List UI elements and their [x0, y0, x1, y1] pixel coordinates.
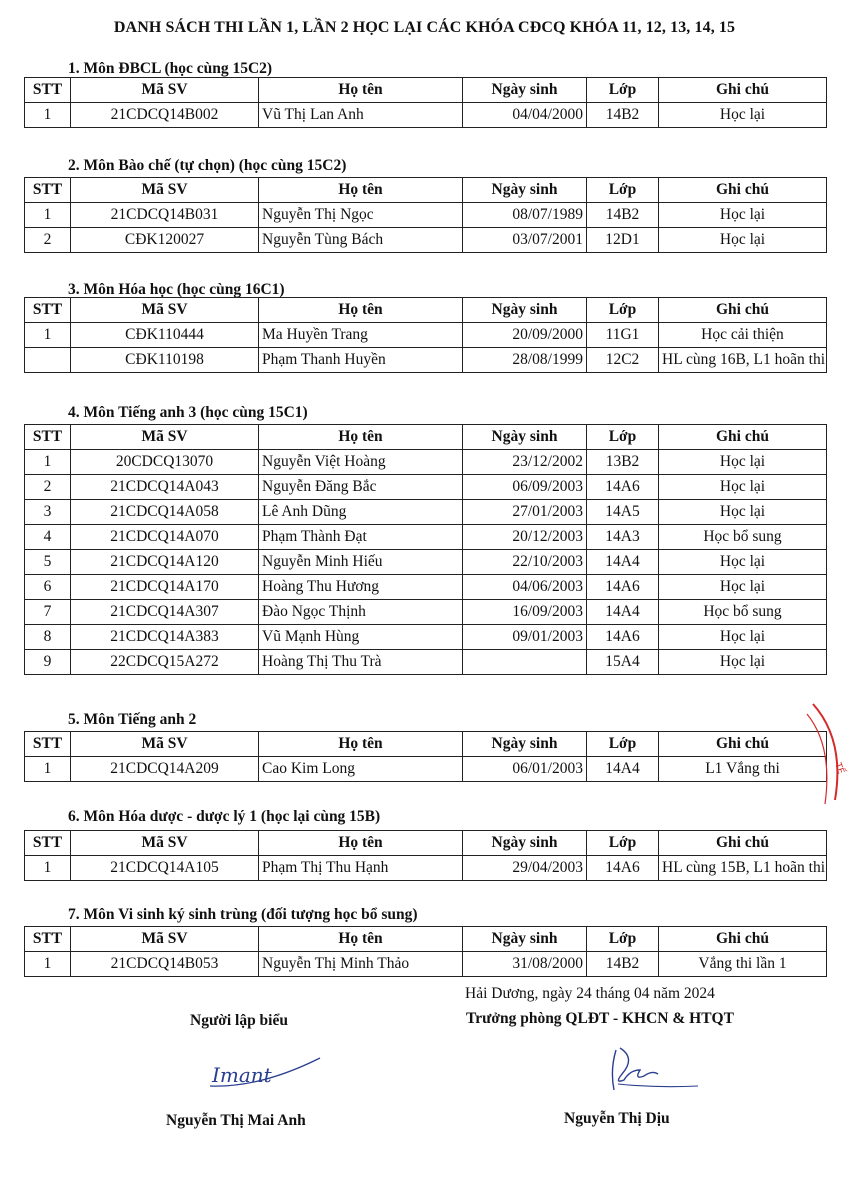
- cell-ngay-sinh: 20/09/2000: [463, 323, 587, 348]
- cell-ngay-sinh: 27/01/2003: [463, 500, 587, 525]
- cell-ma-sv: CĐK120027: [71, 228, 259, 253]
- column-header-ma-sv: Mã SV: [71, 178, 259, 203]
- student-table: [24, 77, 827, 128]
- column-header-ma-sv: Mã SV: [71, 78, 259, 103]
- cell-ghi-chu: Học cải thiện: [659, 323, 827, 348]
- cell-stt: 7: [25, 600, 71, 625]
- column-header-ngay-sinh: Ngày sinh: [463, 178, 587, 203]
- column-header-stt: STT: [25, 178, 71, 203]
- column-header-ngay-sinh: Ngày sinh: [463, 298, 587, 323]
- cell-stt: 1: [25, 450, 71, 475]
- cell-ma-sv: 22CDCQ15A272: [71, 650, 259, 675]
- cell-ho-ten: Cao Kim Long: [259, 757, 463, 782]
- table-header-row: [25, 732, 827, 757]
- student-table: [24, 297, 827, 373]
- cell-lop: 14A3: [587, 525, 659, 550]
- cell-ma-sv: 21CDCQ14A307: [71, 600, 259, 625]
- student-table: [24, 424, 827, 675]
- table-header-row: [25, 78, 827, 103]
- cell-ma-sv: 21CDCQ14A058: [71, 500, 259, 525]
- cell-ngay-sinh: 06/09/2003: [463, 475, 587, 500]
- cell-ngay-sinh: 22/10/2003: [463, 550, 587, 575]
- cell-ngay-sinh: 28/08/1999: [463, 348, 587, 373]
- table-row: [25, 856, 827, 881]
- cell-stt: 4: [25, 525, 71, 550]
- column-header-ma-sv: Mã SV: [71, 732, 259, 757]
- cell-stt: 1: [25, 103, 71, 128]
- column-header-lop: Lớp: [587, 178, 659, 203]
- column-header-stt: STT: [25, 425, 71, 450]
- cell-ngay-sinh: 23/12/2002: [463, 450, 587, 475]
- cell-ma-sv: 21CDCQ14B031: [71, 203, 259, 228]
- cell-ho-ten: Nguyễn Việt Hoàng: [259, 450, 463, 475]
- cell-ghi-chu: Học lại: [659, 450, 827, 475]
- cell-ngay-sinh: 20/12/2003: [463, 525, 587, 550]
- stamp-text: TẾ: [832, 761, 846, 776]
- cell-lop: 14A6: [587, 475, 659, 500]
- cell-lop: 14B2: [587, 952, 659, 977]
- cell-ma-sv: 21CDCQ14A170: [71, 575, 259, 600]
- cell-stt: 2: [25, 475, 71, 500]
- student-table: [24, 830, 827, 881]
- column-header-stt: STT: [25, 732, 71, 757]
- column-header-ho-ten: Họ tên: [259, 298, 463, 323]
- column-header-lop: Lớp: [587, 298, 659, 323]
- cell-stt: [25, 348, 71, 373]
- right-signer-role: Trưởng phòng QLĐT - KHCN & HTQT: [466, 1010, 734, 1027]
- cell-stt: 9: [25, 650, 71, 675]
- cell-ghi-chu: Học lại: [659, 625, 827, 650]
- column-header-ho-ten: Họ tên: [259, 425, 463, 450]
- left-signature-text: Imant: [212, 1063, 272, 1087]
- column-header-ma-sv: Mã SV: [71, 425, 259, 450]
- cell-stt: 8: [25, 625, 71, 650]
- cell-ma-sv: CĐK110444: [71, 323, 259, 348]
- place-date: Hải Dương, ngày 24 tháng 04 năm 2024: [465, 985, 715, 1002]
- table-header-row: [25, 178, 827, 203]
- table-row: [25, 348, 827, 373]
- column-header-ho-ten: Họ tên: [259, 178, 463, 203]
- cell-stt: 6: [25, 575, 71, 600]
- cell-ho-ten: Vũ Thị Lan Anh: [259, 103, 463, 128]
- cell-ngay-sinh: 29/04/2003: [463, 856, 587, 881]
- column-header-ma-sv: Mã SV: [71, 927, 259, 952]
- cell-ho-ten: Nguyễn Thị Minh Thảo: [259, 952, 463, 977]
- section-title: 3. Môn Hóa học (học cùng 16C1): [68, 281, 285, 298]
- column-header-lop: Lớp: [587, 831, 659, 856]
- cell-stt: 5: [25, 550, 71, 575]
- cell-lop: 14B2: [587, 103, 659, 128]
- cell-lop: 14A4: [587, 757, 659, 782]
- column-header-ho-ten: Họ tên: [259, 732, 463, 757]
- table-row: [25, 203, 827, 228]
- column-header-lop: Lớp: [587, 78, 659, 103]
- cell-ngay-sinh: 09/01/2003: [463, 625, 587, 650]
- section-title: 5. Môn Tiếng anh 2: [68, 711, 197, 728]
- cell-lop: 14A4: [587, 550, 659, 575]
- cell-ho-ten: Phạm Thành Đạt: [259, 525, 463, 550]
- table-row: [25, 757, 827, 782]
- cell-ho-ten: Phạm Thanh Huyền: [259, 348, 463, 373]
- cell-ho-ten: Lê Anh Dũng: [259, 500, 463, 525]
- column-header-ghi-chu: Ghi chú: [659, 425, 827, 450]
- cell-ho-ten: Đào Ngọc Thịnh: [259, 600, 463, 625]
- column-header-stt: STT: [25, 298, 71, 323]
- left-signer-name: Nguyễn Thị Mai Anh: [166, 1112, 306, 1129]
- column-header-ma-sv: Mã SV: [71, 298, 259, 323]
- cell-ghi-chu: Học bổ sung: [659, 525, 827, 550]
- cell-ngay-sinh: 04/06/2003: [463, 575, 587, 600]
- cell-ghi-chu: Học lại: [659, 500, 827, 525]
- cell-ghi-chu: Học bổ sung: [659, 600, 827, 625]
- cell-ghi-chu: Học lại: [659, 103, 827, 128]
- student-table: [24, 926, 827, 977]
- table-row: [25, 103, 827, 128]
- cell-ngay-sinh: 03/07/2001: [463, 228, 587, 253]
- cell-lop: 14A6: [587, 625, 659, 650]
- cell-ma-sv: 21CDCQ14A105: [71, 856, 259, 881]
- cell-ngay-sinh: 06/01/2003: [463, 757, 587, 782]
- cell-lop: 11G1: [587, 323, 659, 348]
- table-row: [25, 475, 827, 500]
- column-header-ghi-chu: Ghi chú: [659, 927, 827, 952]
- cell-ma-sv: CĐK110198: [71, 348, 259, 373]
- cell-ngay-sinh: 04/04/2000: [463, 103, 587, 128]
- table-row: [25, 450, 827, 475]
- column-header-ghi-chu: Ghi chú: [659, 732, 827, 757]
- column-header-lop: Lớp: [587, 927, 659, 952]
- cell-ho-ten: Nguyễn Đăng Bắc: [259, 475, 463, 500]
- left-signature-image: [200, 1050, 330, 1095]
- cell-stt: 2: [25, 228, 71, 253]
- cell-ghi-chu: HL cùng 16B, L1 hoãn thi: [659, 348, 827, 373]
- cell-ma-sv: 21CDCQ14A070: [71, 525, 259, 550]
- column-header-ghi-chu: Ghi chú: [659, 298, 827, 323]
- cell-lop: 12D1: [587, 228, 659, 253]
- cell-ngay-sinh: [463, 650, 587, 675]
- table-row: [25, 952, 827, 977]
- cell-ghi-chu: Học lại: [659, 475, 827, 500]
- cell-ho-ten: Nguyễn Thị Ngọc: [259, 203, 463, 228]
- right-signer-name: Nguyễn Thị Dịu: [564, 1110, 670, 1127]
- cell-ghi-chu: Học lại: [659, 228, 827, 253]
- column-header-stt: STT: [25, 927, 71, 952]
- column-header-ngay-sinh: Ngày sinh: [463, 732, 587, 757]
- column-header-lop: Lớp: [587, 425, 659, 450]
- column-header-ho-ten: Họ tên: [259, 927, 463, 952]
- section-title: 2. Môn Bào chế (tự chọn) (học cùng 15C2): [68, 157, 347, 174]
- right-signature-image: [596, 1040, 706, 1100]
- column-header-ngay-sinh: Ngày sinh: [463, 425, 587, 450]
- cell-ho-ten: Vũ Mạnh Hùng: [259, 625, 463, 650]
- cell-lop: 14A6: [587, 856, 659, 881]
- cell-stt: 1: [25, 203, 71, 228]
- cell-ma-sv: 21CDCQ14B053: [71, 952, 259, 977]
- cell-lop: 15A4: [587, 650, 659, 675]
- section-title: 6. Môn Hóa dược - dược lý 1 (học lại cùng 15B): [68, 808, 381, 825]
- column-header-stt: STT: [25, 78, 71, 103]
- column-header-ngay-sinh: Ngày sinh: [463, 831, 587, 856]
- cell-ma-sv: 21CDCQ14A120: [71, 550, 259, 575]
- column-header-ho-ten: Họ tên: [259, 831, 463, 856]
- cell-lop: 13B2: [587, 450, 659, 475]
- table-row: [25, 650, 827, 675]
- document-title: DANH SÁCH THI LẦN 1, LẦN 2 HỌC LẠI CÁC KHÓA CĐCQ KHÓA 11, 12, 13, 14, 15: [113, 19, 736, 36]
- cell-ho-ten: Ma Huyền Trang: [259, 323, 463, 348]
- table-row: [25, 228, 827, 253]
- column-header-ghi-chu: Ghi chú: [659, 78, 827, 103]
- column-header-stt: STT: [25, 831, 71, 856]
- cell-ma-sv: 21CDCQ14A209: [71, 757, 259, 782]
- cell-ho-ten: Nguyễn Tùng Bách: [259, 228, 463, 253]
- student-table: [24, 177, 827, 253]
- table-row: [25, 500, 827, 525]
- cell-ghi-chu: Học lại: [659, 575, 827, 600]
- cell-ghi-chu: HL cùng 15B, L1 hoãn thi: [659, 856, 827, 881]
- table-row: [25, 625, 827, 650]
- cell-ho-ten: Hoàng Thị Thu Trà: [259, 650, 463, 675]
- section-title: 1. Môn ĐBCL (học cùng 15C2): [68, 60, 273, 77]
- section-title: 7. Môn Vi sinh ký sinh trùng (đối tượng học bổ sung): [68, 906, 418, 923]
- table-header-row: [25, 425, 827, 450]
- table-header-row: [25, 927, 827, 952]
- column-header-ghi-chu: Ghi chú: [659, 178, 827, 203]
- cell-ho-ten: Phạm Thị Thu Hạnh: [259, 856, 463, 881]
- student-table: [24, 731, 827, 782]
- cell-ghi-chu: Vắng thi lần 1: [659, 952, 827, 977]
- cell-ghi-chu: Học lại: [659, 550, 827, 575]
- cell-lop: 12C2: [587, 348, 659, 373]
- cell-ngay-sinh: 31/08/2000: [463, 952, 587, 977]
- cell-lop: 14A5: [587, 500, 659, 525]
- cell-stt: 1: [25, 757, 71, 782]
- cell-ngay-sinh: 16/09/2003: [463, 600, 587, 625]
- left-signer-role: Người lập biểu: [190, 1012, 288, 1029]
- cell-ghi-chu: Học lại: [659, 650, 827, 675]
- table-row: [25, 525, 827, 550]
- cell-ma-sv: 21CDCQ14B002: [71, 103, 259, 128]
- column-header-ngay-sinh: Ngày sinh: [463, 78, 587, 103]
- column-header-lop: Lớp: [587, 732, 659, 757]
- cell-lop: 14A6: [587, 575, 659, 600]
- red-stamp-fragment: [805, 700, 849, 810]
- cell-ghi-chu: L1 Vắng thi: [659, 757, 827, 782]
- cell-lop: 14B2: [587, 203, 659, 228]
- cell-ngay-sinh: 08/07/1989: [463, 203, 587, 228]
- table-row: [25, 323, 827, 348]
- section-title: 4. Môn Tiếng anh 3 (học cùng 15C1): [68, 404, 308, 421]
- cell-ma-sv: 21CDCQ14A043: [71, 475, 259, 500]
- cell-lop: 14A4: [587, 600, 659, 625]
- column-header-ma-sv: Mã SV: [71, 831, 259, 856]
- cell-stt: 3: [25, 500, 71, 525]
- table-header-row: [25, 831, 827, 856]
- column-header-ghi-chu: Ghi chú: [659, 831, 827, 856]
- cell-ma-sv: 21CDCQ14A383: [71, 625, 259, 650]
- cell-ho-ten: Hoàng Thu Hương: [259, 575, 463, 600]
- column-header-ngay-sinh: Ngày sinh: [463, 927, 587, 952]
- table-header-row: [25, 298, 827, 323]
- table-row: [25, 550, 827, 575]
- table-row: [25, 600, 827, 625]
- cell-ghi-chu: Học lại: [659, 203, 827, 228]
- cell-ma-sv: 20CDCQ13070: [71, 450, 259, 475]
- cell-stt: 1: [25, 952, 71, 977]
- cell-stt: 1: [25, 856, 71, 881]
- cell-stt: 1: [25, 323, 71, 348]
- cell-ho-ten: Nguyễn Minh Hiếu: [259, 550, 463, 575]
- table-row: [25, 575, 827, 600]
- column-header-ho-ten: Họ tên: [259, 78, 463, 103]
